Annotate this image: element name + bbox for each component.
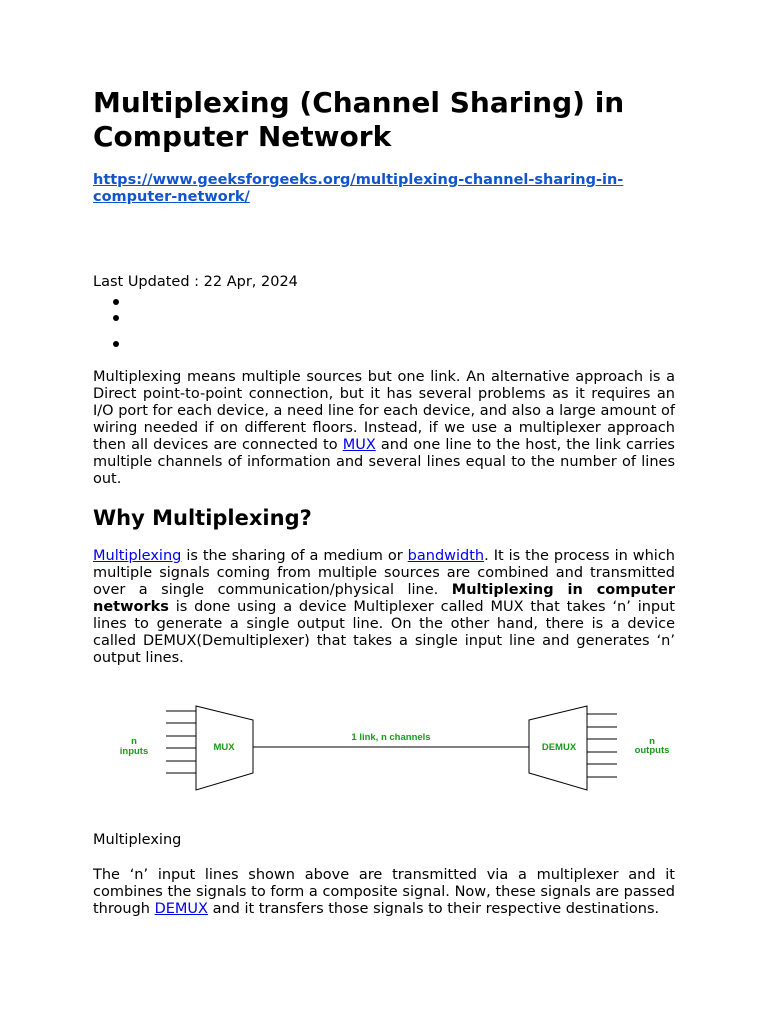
mux-label: MUX [213,742,235,753]
page-title: Multiplexing (Channel Sharing) in Computer Network [93,86,625,153]
why-bold-text: Multiplexing in computer networks [93,582,675,615]
right-n-label: n [649,736,655,747]
left-n-label: n [131,736,137,747]
bullet-dot [113,299,119,305]
intro-paragraph [93,369,675,488]
last-updated: Last Updated : 22 Apr, 2024 [93,274,298,290]
mux-link[interactable]: MUX [342,437,376,453]
source-url-link[interactable]: https://www.geeksforgeeks.org/multiplexing-channel-sharing-in-computer-network/ [93,172,624,205]
link-label: 1 link, n channels [351,732,431,743]
closing-text: and it transfers those signals to their respective destinations. [207,901,660,917]
bullet-dot [113,341,119,347]
demux-label: DEMUX [541,742,577,753]
bandwidth-link[interactable]: bandwidth [407,548,485,564]
section-heading: Why Multiplexing? [93,506,312,530]
right-outputs-label: outputs [634,745,670,756]
closing-text: The ‘n’ input lines shown above are transmitted via a multiplexer and it combines the signals to form a composite signal. Now, these signals are passed through [93,867,675,917]
bullet-dot [113,315,119,321]
multiplexing-link[interactable]: Multiplexing [93,548,182,564]
figure-caption: Multiplexing [93,832,182,848]
why-paragraph [93,548,675,667]
demux-output-lines [587,714,617,777]
left-inputs-label: inputs [119,746,149,757]
intro-text: and one line to the host, the link carries multiple channels of information and several lines equal to the number of lines out. [93,437,675,487]
why-text: is the sharing of a medium or [181,548,408,564]
why-text: is done using a device Multiplexer called MUX that takes ‘n’ input lines to generate a single output line. On the other hand, there is a device called DEMUX(Demultiplexer) that takes a single input line and generates ‘n’ output lines. [93,599,675,666]
intro-text: Multiplexing means multiple sources but one link. An alternative approach is a Direct point-to-point connection, but it has several problems as it requires an I/O port for each device, a need line for each device, and also a large amount of wiring needed if on different floors. Instead, if we use a multiplexer approach then all devices are connected to [93,369,675,453]
why-text: . It is the process in which multiple signals coming from multiple sources are combined and transmitted over a single communication/physical line. [93,548,675,598]
demux-link[interactable]: DEMUX [154,901,208,917]
closing-paragraph [93,867,675,918]
mux-input-lines [166,711,196,773]
multiplexing-diagram [93,700,675,796]
